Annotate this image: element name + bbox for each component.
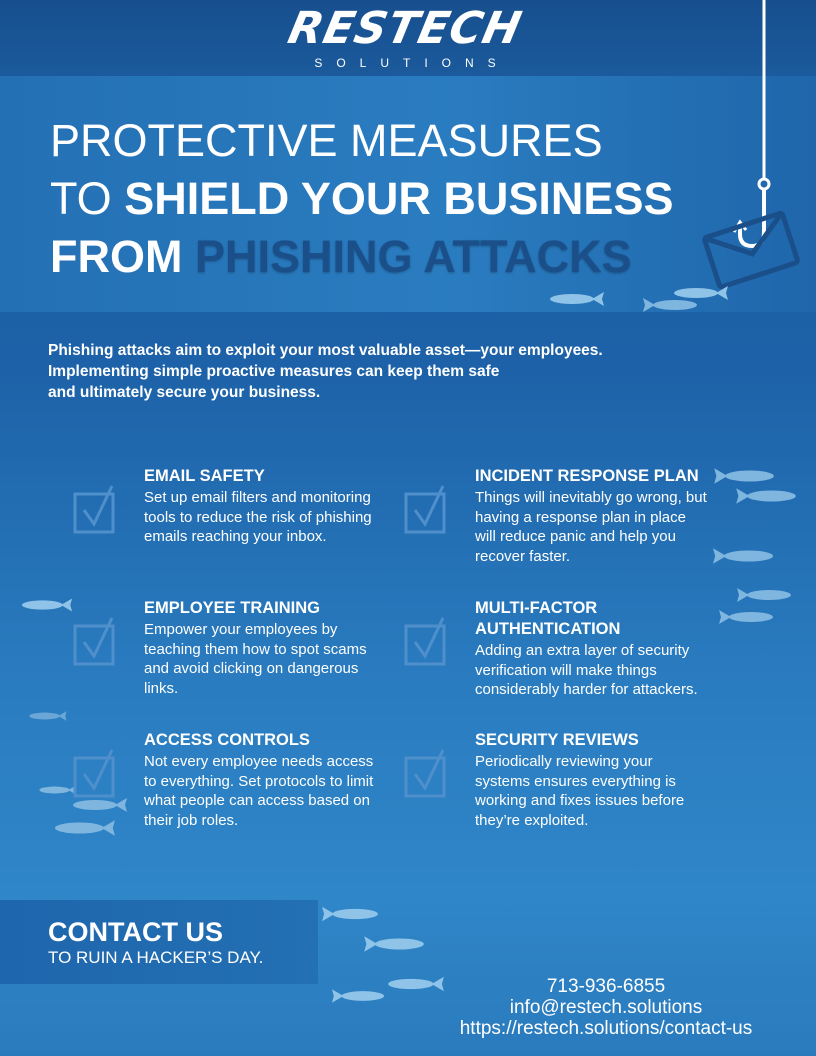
checkbox-check-icon — [72, 612, 124, 668]
contact-url[interactable]: https://restech.solutions/contact-us — [459, 1018, 753, 1039]
checkbox-check-icon — [403, 480, 455, 536]
measure-body: Empower your employees by teaching them how to spot scams and avoid clicking on dangerous links. — [144, 621, 367, 697]
intro-line-1: Phishing attacks aim to exploit your most valuable asset—your employees. — [48, 342, 603, 359]
measure-employee-training — [144, 598, 374, 698]
fish-icon — [548, 290, 606, 308]
measure-security-reviews — [475, 730, 705, 830]
contact-phone[interactable]: 713-936-6855 — [546, 976, 666, 997]
checkbox-check-icon — [403, 612, 455, 668]
logo-subtitle: SOLUTIONS — [314, 56, 510, 70]
restech-logo — [280, 4, 530, 74]
intro-line-2: Implementing simple proactive measures can keep them safe — [48, 363, 500, 380]
contact-details — [420, 976, 792, 1039]
measure-title: EMPLOYEE TRAINING — [144, 599, 321, 617]
page-title — [50, 112, 730, 286]
title-line-2: TO SHIELD YOUR BUSINESS — [50, 173, 674, 224]
fish-icon — [734, 486, 798, 506]
checkbox-check-icon — [72, 480, 124, 536]
measure-title: EMAIL SAFETY — [144, 467, 265, 485]
measure-incident-response-plan — [475, 466, 710, 566]
measure-email-safety — [144, 466, 384, 547]
measure-title: ACCESS CONTROLS — [144, 731, 310, 749]
contact-title: CONTACT US — [48, 917, 223, 947]
checkbox-check-icon — [72, 744, 124, 800]
measure-body: Things will inevitably go wrong, but having a response plan in place will reduce panic and help you recover faster. — [475, 489, 707, 565]
logo-wordmark: RESTECH — [283, 3, 527, 54]
measure-body: Adding an extra layer of security verification will make things considerably harder for attackers. — [475, 642, 698, 698]
measure-title: INCIDENT RESPONSE PLAN — [475, 467, 699, 485]
fish-icon — [28, 708, 68, 724]
measure-body: Periodically reviewing your systems ensures everything is working and fixes issues before they’re exploited. — [475, 753, 685, 829]
measure-body: Set up email filters and monitoring tools to reduce the risk of phishing emails reaching your inbox. — [144, 489, 372, 545]
measure-body: Not every employee needs access to everything. Set protocols to limit what people can access based on their job roles. — [144, 753, 374, 829]
measure-title: MULTI-FACTOR AUTHENTICATION — [475, 599, 621, 638]
title-line-3: FROM PHISHING ATTACKS — [50, 231, 632, 282]
measure-multi-factor-authentication — [475, 598, 715, 700]
contact-subtitle: TO RUIN A HACKER’S DAY. — [48, 948, 264, 967]
measure-title: SECURITY REVIEWS — [475, 731, 639, 749]
measure-access-controls — [144, 730, 389, 830]
fish-icon — [330, 986, 386, 1006]
intro-paragraph — [48, 340, 688, 403]
fish-icon — [320, 904, 380, 924]
fish-icon — [734, 586, 794, 604]
checkbox-check-icon — [403, 744, 455, 800]
intro-line-3: and ultimately secure your business. — [48, 384, 321, 401]
fish-icon — [716, 608, 776, 626]
fish-icon — [362, 934, 426, 954]
contact-email[interactable]: info@restech.solutions — [509, 997, 703, 1018]
fish-icon — [20, 596, 74, 614]
fish-icon — [640, 296, 700, 314]
fish-icon — [708, 546, 778, 566]
fish-icon — [50, 818, 120, 838]
fish-icon — [712, 466, 776, 486]
title-line-1: PROTECTIVE MEASURES — [50, 115, 603, 166]
